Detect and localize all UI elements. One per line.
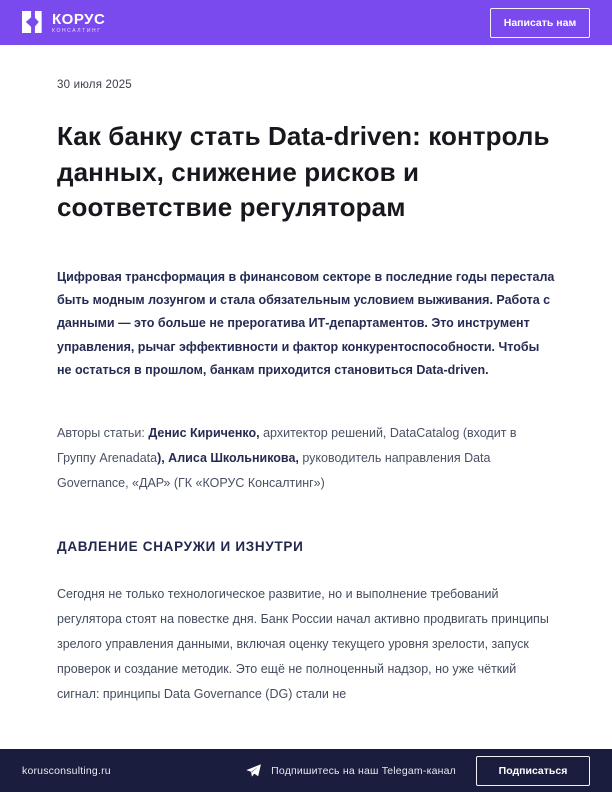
korus-logo-icon xyxy=(22,11,45,34)
section-heading: ДАВЛЕНИЕ СНАРУЖИ И ИЗНУТРИ xyxy=(57,538,304,554)
title-line-2: данных, снижение рисков и xyxy=(57,156,420,187)
article-content xyxy=(0,45,612,749)
author-2-name: ), Алиса Школьникова, xyxy=(157,450,299,465)
author-1-role: архитектор решений, DataCatalog (входит в Группу Arenadata xyxy=(57,425,517,465)
korus-logo[interactable] xyxy=(22,11,105,34)
telegram-cta-text: Подпишитесь на наш Telegam-канал xyxy=(271,764,456,777)
authors-line xyxy=(57,421,555,496)
footer-subscribe-group xyxy=(245,756,590,786)
logo-subtitle-text: КОНСАЛТИНГ xyxy=(52,27,102,34)
site-link[interactable]: korusconsulting.ru xyxy=(22,764,111,777)
body-paragraph: Сегодня не только технологическое развитие, но и выполнение требований регулятора стоят на повестке дня. Банк России начал активно продвигать принципы зрелого управления данными, включая оценку текущего уровня зрелости, запуск проверок и создание методик. Это ещё не полноценный надзор, но уже чёткий сигнал: принципы Data Governance (DG) стали не xyxy=(57,586,549,701)
authors-prefix: Авторы статьи: xyxy=(57,425,149,440)
author-1-name: Денис Кириченко, xyxy=(148,425,260,440)
author-2-role: руководитель направления Data Governance, «ДАР» (ГК «КОРУС Консалтинг») xyxy=(57,450,491,490)
site-header xyxy=(0,0,612,45)
logo-text xyxy=(52,12,105,34)
telegram-icon xyxy=(245,762,262,779)
article-date: 30 июля 2025 xyxy=(57,79,132,91)
title-line-1: Как банку стать Data-driven: контроль xyxy=(57,121,550,151)
logo-brand-text: КОРУС xyxy=(52,10,106,28)
article-title xyxy=(57,119,555,226)
site-footer xyxy=(0,749,612,792)
lead-paragraph: Цифровая трансформация в финансовом секторе в последние годы перестала быть модным лозунгом и стала обязательным условием выживания. Работа с данными — это больше не прерогатива ИТ-департаментов. Это инструмент управления, рычаг эффективности и фактор конкурентоспособности. Чтобы не остаться в прошлом, банкам приходится становиться Data-driven. xyxy=(57,269,555,378)
contact-us-button[interactable]: Написать нам xyxy=(490,8,590,38)
title-line-3: соответствие регуляторам xyxy=(57,192,406,222)
subscribe-button[interactable]: Подписаться xyxy=(476,756,590,786)
